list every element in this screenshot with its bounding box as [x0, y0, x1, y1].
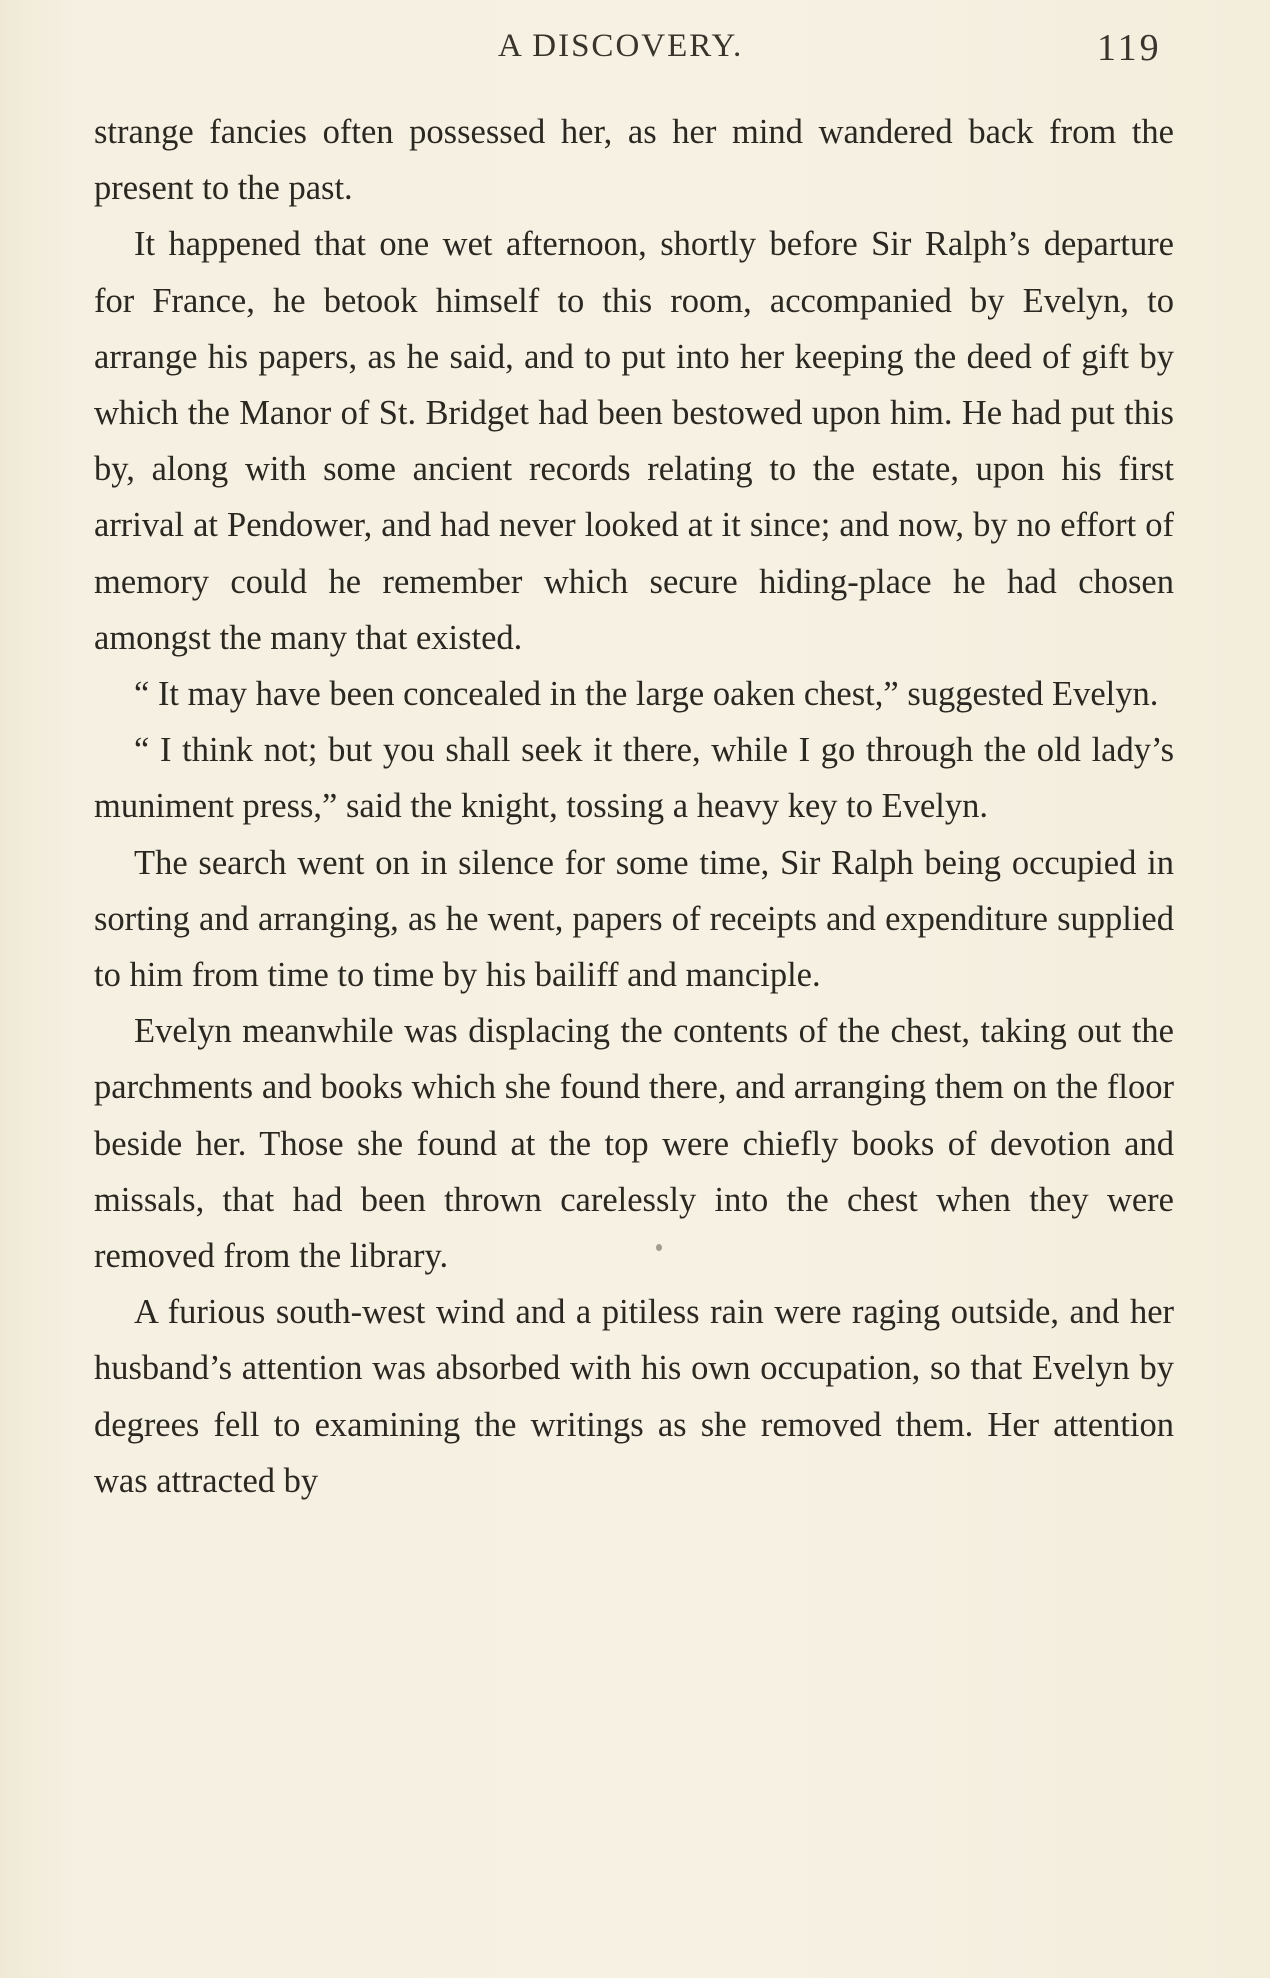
running-title: A DISCOVERY.: [498, 28, 744, 64]
page-number: 119: [1097, 27, 1162, 69]
paragraph: Evelyn meanwhile was displacing the contents of the chest, taking out the parchments and books which she found there, and arranging them on the floor beside her. Those she found at the top were chiefly books of devotion and missals, that had been thrown carelessly into the chest when they were removed from the library.: [94, 1012, 1174, 1276]
body-text: [94, 104, 1174, 1509]
paragraph: “ It may have been concealed in the large oaken chest,” suggested Evelyn.: [134, 675, 1159, 714]
paragraph: A furious south-west wind and a pitiless rain were raging outside, and her husband’s attention was absorbed with his own occupation, so that Evelyn by degrees fell to examining the writings as she removed them. Her attention was attracted by: [94, 1293, 1174, 1500]
running-header: [0, 28, 1270, 78]
paragraph: strange fancies often possessed her, as her mind wandered back from the present to the past.: [94, 113, 1174, 208]
paragraph: “ I think not; but you shall seek it there, while I go through the old lady’s muniment press,” said the knight, tossing a heavy key to Evelyn.: [94, 731, 1174, 826]
paragraph: The search went on in silence for some time, Sir Ralph being occupied in sorting and arranging, as he went, papers of receipts and expenditure supplied to him from time to time by his bailiff and manciple.: [94, 843, 1174, 995]
paragraph: It happened that one wet afternoon, shortly before Sir Ralph’s departure for France, he betook himself to this room, accompanied by Evelyn, to arrange his papers, as he said, and to put into her keeping the deed of gift by which the Manor of St. Bridget had been bestowed upon him. He had put this by, along with some ancient records relating to the estate, upon his first arrival at Pendower, and had never looked at it since; and now, by no effort of memory could he remember which secure hiding-place he had chosen amongst the many that existed.: [94, 225, 1174, 657]
ink-speck: [656, 1244, 662, 1251]
